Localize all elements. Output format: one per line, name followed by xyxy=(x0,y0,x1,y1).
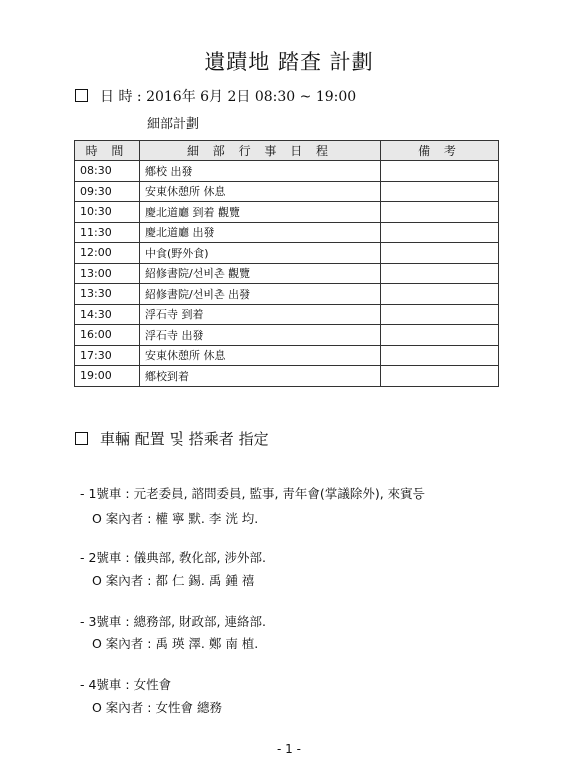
cell-remark xyxy=(381,202,499,223)
vehicle-4-guide: O 案內者 : 女性會 總務 xyxy=(92,700,222,715)
cell-time: 13:30 xyxy=(75,284,140,305)
cell-time: 12:00 xyxy=(75,243,140,264)
cell-event: 浮石寺 到着 xyxy=(140,304,381,325)
cell-event: 慶北道廳 到着 觀覽 xyxy=(140,202,381,223)
schedule-table xyxy=(74,140,499,387)
table-row xyxy=(75,202,499,223)
table-row xyxy=(75,222,499,243)
header-time: 時 間 xyxy=(75,141,140,161)
table-row xyxy=(75,243,499,264)
header-schedule: 細 部 行 事 日 程 xyxy=(140,141,381,161)
vehicle-1-guide: O 案內者 : 權 寧 默. 李 洸 均. xyxy=(92,511,259,526)
cell-remark xyxy=(381,366,499,387)
vehicle-3-line: - 3號車 : 總務部, 財政部, 連絡部. xyxy=(80,614,266,629)
table-row xyxy=(75,284,499,305)
cell-remark xyxy=(381,325,499,346)
cell-remark xyxy=(381,161,499,182)
vehicle-3-guide: O 案內者 : 禹 瑛 澤. 鄭 南 植. xyxy=(92,636,259,651)
table-row xyxy=(75,366,499,387)
cell-time: 16:00 xyxy=(75,325,140,346)
vehicle-4-line: - 4號車 : 女性會 xyxy=(80,677,172,692)
vehicle-2-guide: O 案內者 : 都 仁 錫. 禹 鍾 禧 xyxy=(92,573,255,588)
cell-remark xyxy=(381,181,499,202)
cell-time: 19:00 xyxy=(75,366,140,387)
page-number: - 1 - xyxy=(277,742,301,756)
cell-time: 13:00 xyxy=(75,263,140,284)
table-row xyxy=(75,161,499,182)
header-remarks: 備 考 xyxy=(381,141,499,161)
cell-event: 鄕校 出發 xyxy=(140,161,381,182)
cell-event: 安東休憩所 休息 xyxy=(140,181,381,202)
table-row xyxy=(75,304,499,325)
cell-time: 14:30 xyxy=(75,304,140,325)
cell-remark xyxy=(381,222,499,243)
cell-time: 11:30 xyxy=(75,222,140,243)
vehicle-1-line: - 1號車 : 元老委員, 諮問委員, 監事, 靑年會(掌議除外), 來賓등 xyxy=(80,486,425,501)
cell-time: 17:30 xyxy=(75,345,140,366)
cell-remark xyxy=(381,284,499,305)
cell-remark xyxy=(381,263,499,284)
section2-title: 車輛 配置 및 搭乘者 指定 xyxy=(100,430,269,448)
cell-event: 中食(野外食) xyxy=(140,243,381,264)
cell-event: 浮石寺 出發 xyxy=(140,325,381,346)
cell-time: 09:30 xyxy=(75,181,140,202)
table-row xyxy=(75,181,499,202)
table-row xyxy=(75,263,499,284)
schedule-table-body xyxy=(75,161,499,387)
checkbox-square-icon xyxy=(75,432,88,445)
table-header-row xyxy=(75,141,499,161)
date-line xyxy=(75,86,356,106)
cell-remark xyxy=(381,345,499,366)
cell-event: 安東休憩所 休息 xyxy=(140,345,381,366)
cell-event: 紹修書院/선비촌 觀覽 xyxy=(140,263,381,284)
date-text: 日 時 : 2016年 6月 2日 08:30 ~ 19:00 xyxy=(100,89,357,105)
section2-heading xyxy=(75,428,269,449)
cell-remark xyxy=(381,304,499,325)
cell-event: 慶北道廳 出發 xyxy=(140,222,381,243)
table-row xyxy=(75,325,499,346)
document-title: 遺蹟地 踏査 計劃 xyxy=(204,50,374,74)
cell-event: 紹修書院/선비촌 出發 xyxy=(140,284,381,305)
cell-remark xyxy=(381,243,499,264)
cell-time: 10:30 xyxy=(75,202,140,223)
subtitle: 細部計劃 xyxy=(147,117,200,132)
vehicle-2-line: - 2號車 : 儀典部, 敎化部, 涉外部. xyxy=(80,550,266,565)
cell-event: 鄕校到着 xyxy=(140,366,381,387)
cell-time: 08:30 xyxy=(75,161,140,182)
checkbox-square-icon xyxy=(75,89,88,102)
table-row xyxy=(75,345,499,366)
